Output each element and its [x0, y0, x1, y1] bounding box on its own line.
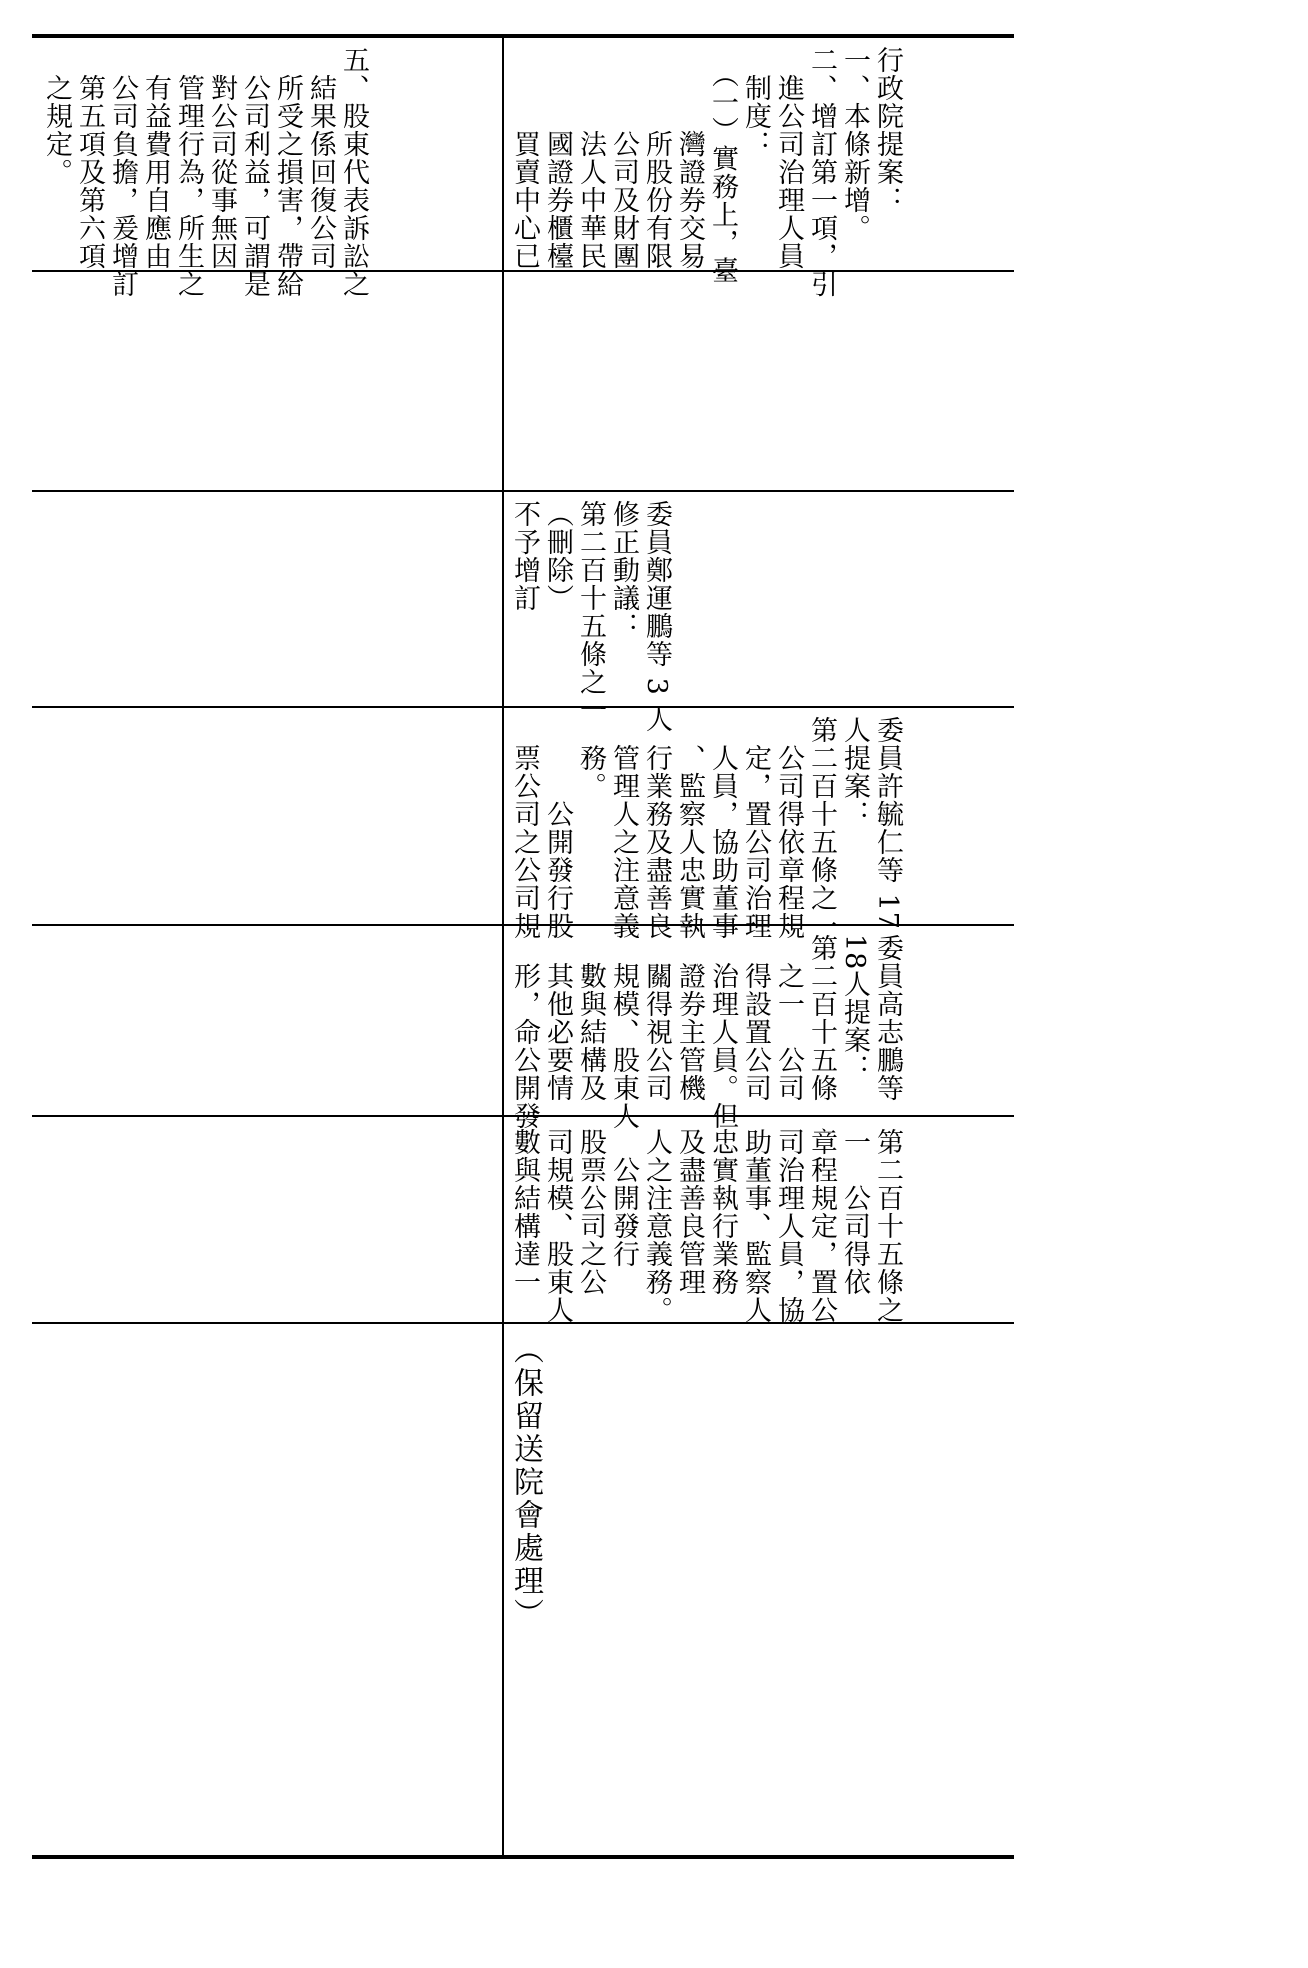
text-line: 證券主管機: [674, 934, 705, 1102]
text-line: 管理人之注意義: [608, 716, 639, 940]
text-line: 股票公司之公: [575, 1128, 606, 1296]
text-line: 灣證券交易: [674, 46, 705, 270]
text-line: 人之注意義務。: [641, 1128, 672, 1324]
text-line: 公司利益，可謂是: [239, 46, 270, 298]
text-line: 對公司從事無因: [206, 46, 237, 270]
text-line: 及盡善良管理: [674, 1128, 705, 1296]
text-line: 國證券櫃檯: [542, 46, 573, 270]
text-line: 定，置公司治理: [740, 716, 771, 940]
text-line: 章程規定，置公: [806, 1128, 837, 1324]
proposal-gao: [508, 934, 904, 1130]
text-line: 第二百十五條之一: [575, 500, 606, 724]
text-line: 公司及財團: [608, 46, 639, 270]
text-line: 公司得依章程規: [773, 716, 804, 940]
text-line: 司治理人員，協: [773, 1128, 804, 1324]
text-line: 行業務及盡善良: [641, 716, 672, 940]
text-line: 買賣中心已: [509, 46, 540, 270]
text-line: 忠實執行業務: [707, 1128, 738, 1296]
text-line: 形，命公開發: [509, 934, 540, 1130]
text-line: 法人中華民: [575, 46, 606, 270]
text-line: 委員許毓仁等 17: [872, 716, 903, 930]
text-line: 第二百十五條之: [872, 1128, 903, 1324]
text-line: 之一 公司: [773, 934, 804, 1102]
text-line: 第五項及第六項: [74, 46, 105, 270]
text-line: 其他必要情: [542, 934, 573, 1102]
text-line: 務。: [575, 716, 606, 800]
text-line: （刪除）: [542, 500, 573, 612]
text-line: 、監察人忠實執: [674, 716, 705, 940]
text-line: 人員，協助董事: [707, 716, 738, 940]
text-line: 所受之損害，帶給: [272, 46, 303, 298]
article-text-block: [508, 1128, 904, 1324]
review-note: （保留送院會處理）: [508, 1334, 543, 1631]
text-line: 得設置公司: [740, 934, 771, 1102]
text-line: 規模、股東人: [608, 934, 639, 1130]
text-line: 不予增訂: [509, 500, 540, 612]
text-line: 助董事、監察人: [740, 1128, 771, 1324]
text-line: 修正動議：: [608, 500, 639, 640]
row-divider: [32, 706, 1014, 708]
text-line: 第二百十五條: [806, 934, 837, 1102]
text-line: 票公司之公司規: [509, 716, 540, 940]
text-line: 司規模、股東人: [542, 1128, 573, 1324]
top-border: [32, 34, 1014, 38]
proposal-cheng: [508, 500, 673, 734]
row-divider: [32, 490, 1014, 492]
text-line: 有益費用自應由: [140, 46, 171, 270]
proposal-hsu: [508, 716, 904, 940]
text-line: 公司負擔，爰增訂: [107, 46, 138, 298]
text-line: 所股份有限: [641, 46, 672, 270]
text-line: 結果係回復公司: [305, 46, 336, 270]
text-line: 管理行為，所生之: [173, 46, 204, 298]
explanation-item-five: [40, 46, 370, 298]
text-line: 公開發行: [608, 1128, 639, 1268]
text-line: 公開發行股: [542, 716, 573, 940]
text-line: 委員高志鵬等: [872, 934, 903, 1102]
text-line: 之規定。: [41, 46, 72, 186]
row-divider: [32, 1322, 1014, 1324]
column-divider: [502, 34, 504, 1859]
executive-yuan-proposal: [508, 46, 904, 298]
text-line: 關得視公司: [641, 934, 672, 1102]
text-line: 人提案：: [839, 716, 870, 828]
text-line: 進公司治理人員: [773, 46, 804, 270]
text-line: 一 公司得依: [839, 1128, 870, 1296]
text-line: 第二百十五條之一: [806, 716, 837, 940]
text-line: 數與結構及: [575, 934, 606, 1102]
text-line: （一）實務上，臺: [707, 46, 738, 285]
bottom-border: [32, 1855, 1014, 1859]
text-line: 二、增訂第一項，引: [806, 46, 837, 298]
text-line: 制度：: [740, 46, 771, 158]
text-line: 18人提案：: [839, 934, 870, 1083]
text-line: 行政院提案：: [872, 46, 903, 214]
text-line: 五、股東代表訴訟之: [338, 46, 369, 298]
text-line: 治理人員。但: [707, 934, 738, 1130]
text-line: 數與結構達一: [509, 1128, 540, 1296]
text-line: 一、本條新增。: [839, 46, 870, 242]
text-line: 委員鄭運鵬等 3 人: [641, 500, 672, 734]
